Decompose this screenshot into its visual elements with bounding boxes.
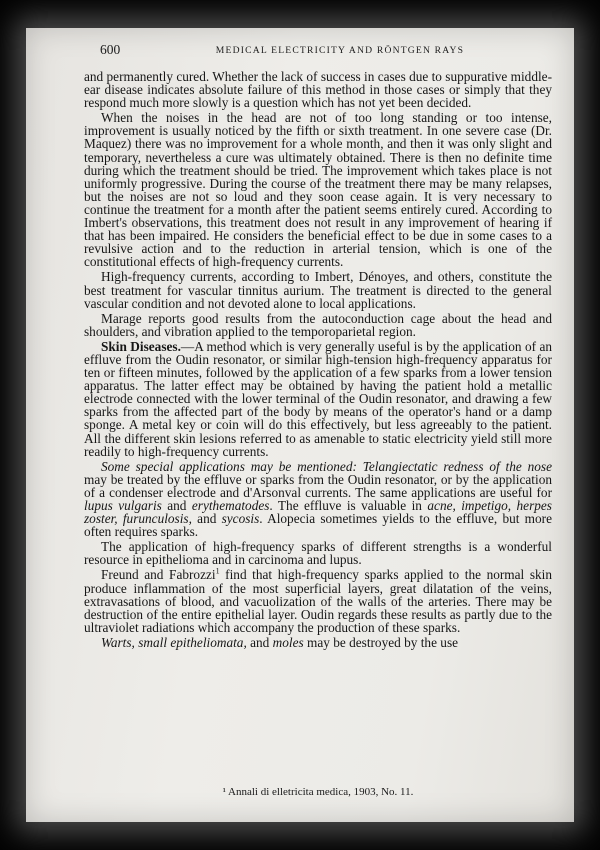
paragraph-9 xyxy=(84,636,552,649)
paragraph-4: Marage reports good results from the autoconduction cage about the head and shoulders, and vibration applied to the temporoparietal region. xyxy=(84,310,552,339)
italic-moles: moles xyxy=(272,634,304,650)
section-heading-skin-diseases: Skin Diseases. xyxy=(101,338,181,354)
p9-text-a: and xyxy=(246,634,273,650)
paragraph-skin-diseases xyxy=(84,340,552,458)
footnote: ¹ Annali di elletricita medica, 1903, No. 11. xyxy=(222,786,414,798)
p6-text-b: and xyxy=(161,498,192,513)
running-title: MEDICAL ELECTRICITY AND RÖNTGEN RAYS xyxy=(215,45,465,56)
p6-text-a: may be treated by the effluve or sparks from the Oudin resonator, or by the application of a condenser electrode and d'Arsonval currents. The same applications are useful for xyxy=(84,471,552,500)
paragraph-special-applications xyxy=(84,460,552,539)
body-text xyxy=(84,70,552,651)
book-page xyxy=(26,28,574,822)
italic-special-applications: Some special applications may be mentioned: Telangiectatic redness of the nose xyxy=(101,458,552,474)
paragraph-7: The application of high-frequency sparks of different strengths is a wonderful resource in epithelioma and in carcinoma and lupus. xyxy=(84,539,552,568)
p9-text-b: may be destroyed by the use xyxy=(303,634,459,650)
p8-text: find that high-frequency sparks applied to the normal skin produce inflammation of the most superficial layers, great dilatation of the veins, extravasations of blood, and vacuolization of the walls of the arteries. There may be destruction of the entire epithelial layer. Oudin regards these results as partly due to the ultraviolet radiations which accompany the production of these sparks. xyxy=(84,567,552,635)
p6-text-d: and xyxy=(191,511,222,527)
italic-warts: Warts, small epitheliomata, xyxy=(101,634,247,650)
paragraph-2: When the noises in the head are not of too long standing or too intense, improvement is usually noticed by the fifth or sixth treatment. In one severe case (Dr. Maquez) there was no improvement for a whole month, and then it was only slight and temporary, nevertheless a cure was ultimately obtained. There is then no definite time during which the treatment should be tried. The improvement which takes place is not uniformly progressive. During the course of the treatment there may be many relapses, but the noises are not so loud and they soon cease again. It is very necessary to continue the treatment for a month after the patient seems entirely cured. According to Imbert's observations, this treatment does not result in any improvement of hearing if that has been impaired. He considers the beneficial effect to be due in some cases to a revulsive action and to the reduction in arterial tension, which is one of the constitutional effects of high-frequency currents. xyxy=(84,110,552,270)
italic-erythematodes: erythematodes xyxy=(191,498,270,513)
italic-sycosis: sycosis xyxy=(221,511,260,527)
p8-authors: Freund and Fabrozzi xyxy=(101,567,216,583)
p6-text-e: . Alopecia sometimes yields to the effluve, but more often requires sparks. xyxy=(84,511,552,540)
paragraph-5-text: —A method which is very generally useful is by the application of an effluve from the Oudin resonator, or similar high-tension high-frequency apparatus for ten or fifteen minutes, followed by the application of a few sparks from a lower tension apparatus. The latter effect may be obtained by having the patient hold a metallic electrode connected with the lower terminal of the Oudin resonator, and drawing a few sparks from the affected part of the body by means of the operator's hand or a damp sponge. A metal key or coin will do this effectively, but less agreeably to the patient. All the different skin lesions referred to as amenable to static electricity yield still more readily to high-frequency currents. xyxy=(84,338,552,459)
p6-text-c: . The effluve is valuable in xyxy=(269,498,428,513)
page-header xyxy=(100,42,540,62)
italic-lupus-vulgaris: lupus vulgaris xyxy=(84,498,162,513)
paragraph-8 xyxy=(84,568,552,633)
paragraph-1: and permanently cured. Whether the lack of success in cases due to suppurative middle-ear disease indicates absolute failure of this method in those cases or simply that they respond much more slowly is a question which has not yet been decided. xyxy=(84,69,552,111)
paragraph-3: High-frequency currents, according to Imbert, Dénoyes, and others, constitute the best treatment for vascular tinnitus aurium. The treatment is directed to the general vascular condition and not devoted alone to local applications. xyxy=(84,269,552,311)
page-number: 600 xyxy=(100,42,121,57)
italic-acne-list: acne, impetigo, herpes zoster, furunculosis, xyxy=(84,498,552,527)
footnote-marker: 1 xyxy=(215,567,220,577)
